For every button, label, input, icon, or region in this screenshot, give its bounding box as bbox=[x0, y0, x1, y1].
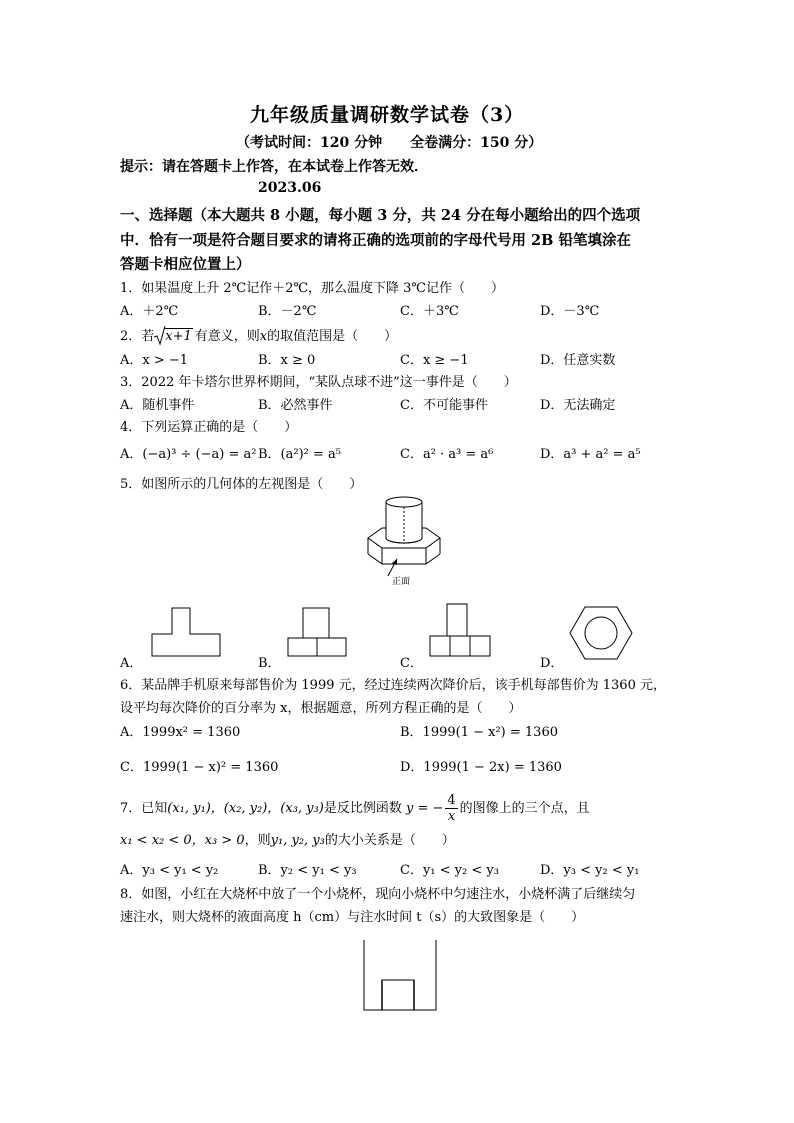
q7-option-c: C．y₁ < y₂ < y₃ bbox=[400, 863, 499, 878]
q7-line2-c: 的大小关系是（ ） bbox=[324, 833, 455, 848]
option-b-two-box-icon bbox=[286, 606, 348, 658]
section-heading-line1: 一、选择题（本大题共 8 小题，每小题 3 分，共 24 分在每小题给出的四个选项 bbox=[120, 207, 641, 224]
q2-option-d: D．任意实数 bbox=[540, 353, 616, 368]
q6-option-c: C．1999(1 − x)² = 1360 bbox=[120, 760, 279, 775]
q5-option-a: A． bbox=[120, 656, 143, 671]
q4-option-c: C．a² · a³ = a⁶ bbox=[400, 447, 494, 462]
section-heading-line3: 答题卡相应位置上） bbox=[120, 256, 251, 273]
q1-option-b: B．－2℃ bbox=[258, 304, 317, 319]
q6-option-b: B．1999(1 − x²) = 1360 bbox=[400, 725, 558, 740]
tip-text: 提示：请在答题卡上作答，在本试卷上作答无效． bbox=[120, 159, 428, 175]
q7-line1-a: 7．已知 bbox=[120, 801, 168, 816]
q7-func-lhs: y = − bbox=[405, 801, 444, 816]
q3-option-b: B．必然事件 bbox=[258, 398, 333, 413]
q7-line2 bbox=[120, 829, 455, 848]
q2-option-c: C．x ≥ −1 bbox=[400, 353, 469, 368]
q3-option-d: D．无法确定 bbox=[540, 398, 616, 413]
q6-option-a: A．1999x² = 1360 bbox=[120, 725, 241, 740]
option-c-three-box-icon bbox=[428, 602, 492, 658]
q2-option-b: B．x ≥ 0 bbox=[258, 353, 316, 368]
q7-func-num: 4 bbox=[447, 793, 456, 808]
q7-option-d: D．y₃ < y₂ < y₁ bbox=[540, 863, 640, 878]
q2-stem-c: 的取值范围是（ ） bbox=[267, 329, 398, 344]
q7-vars: y₁, y₂, y₃ bbox=[270, 833, 325, 848]
q6-line1: 6．某品牌手机原来每部售价为 1999 元，经过连续两次降价后，该手机每部售价为 1360 元， bbox=[120, 678, 666, 693]
sqrt-sign-icon bbox=[154, 326, 166, 346]
q2-stem-b: 有意义，则 bbox=[194, 329, 260, 344]
q7-option-a: A．y₃ < y₁ < y₂ bbox=[120, 863, 219, 878]
q8-line1: 8．如图，小红在大烧杯中放了一个小烧杯，现向小烧杯中匀速注水，小烧杯满了后继续匀 bbox=[120, 887, 636, 902]
exam-date: 2023.06 bbox=[258, 180, 322, 196]
q6-option-d: D．1999(1 − 2x) = 1360 bbox=[400, 760, 562, 775]
q5-option-d: D． bbox=[540, 656, 564, 671]
q1-stem: 1．如果温度上升 2℃记作＋2℃，那么温度下降 3℃记作（ ） bbox=[120, 281, 504, 296]
q7-points: (x₁, y₁)，(x₂, y₂)，(x₃, y₃) bbox=[167, 801, 324, 816]
front-label: 正面 bbox=[392, 577, 411, 587]
q8-line2: 速注水，则大烧杯的液面高度 h（cm）与注水时间 t（s）的大致图象是（ ） bbox=[120, 910, 585, 925]
q7-line1-c: 的图像上的三个点，且 bbox=[459, 801, 590, 816]
q4-option-b: B．(a²)² = a⁵ bbox=[258, 447, 341, 462]
q2-stem-a: 2．若 bbox=[120, 329, 155, 344]
section-heading-line2: 中．恰有一项是符合题目要求的请将正确的选项前的字母代号用 2B 铅笔填涂在 bbox=[120, 232, 631, 249]
exam-info: （考试时间：120 分钟 全卷满分：150 分） bbox=[236, 135, 543, 151]
q7-condition: x₁ < x₂ < 0，x₃ > 0 bbox=[120, 833, 245, 848]
q7-fraction bbox=[445, 793, 457, 824]
q1-option-a: A．＋2℃ bbox=[120, 304, 179, 319]
option-a-t-shape-icon bbox=[150, 606, 222, 658]
q2-stem bbox=[120, 325, 397, 344]
q7-line2-b: ，则 bbox=[244, 833, 271, 848]
q1-option-c: C．＋3℃ bbox=[400, 304, 459, 319]
q7-option-b: B．y₂ < y₁ < y₃ bbox=[258, 863, 357, 878]
q5-option-c: C． bbox=[400, 656, 423, 671]
option-d-hexagon-icon bbox=[568, 604, 634, 662]
q7-func-den: x bbox=[447, 809, 456, 824]
q4-stem: 4．下列运算正确的是（ ） bbox=[120, 420, 298, 435]
q7-line1 bbox=[120, 793, 590, 824]
q3-stem: 3．2022 年卡塔尔世界杯期间，“某队点球不进”这一事件是（ ） bbox=[120, 375, 517, 390]
q5-option-b: B． bbox=[258, 656, 281, 671]
q1-option-d: D．－3℃ bbox=[540, 304, 600, 319]
q3-option-c: C．不可能事件 bbox=[400, 398, 488, 413]
q5-stem: 5．如图所示的几何体的左视图是（ ） bbox=[120, 477, 363, 492]
q2-option-a: A．x > −1 bbox=[120, 353, 189, 368]
sqrt-radicand: x+1 bbox=[165, 329, 192, 344]
q6-line2: 设平均每次降价的百分率为 x，根据题意，所列方程正确的是（ ） bbox=[120, 701, 522, 716]
sqrt-expression bbox=[154, 329, 193, 344]
q4-option-a: A．(−a)³ ÷ (−a) = a² bbox=[120, 447, 257, 462]
q3-option-a: A．随机事件 bbox=[120, 398, 195, 413]
beaker-figure bbox=[360, 936, 440, 1012]
q2-var: x bbox=[259, 329, 268, 344]
q4-option-d: D．a³ + a² = a⁵ bbox=[540, 447, 641, 462]
q7-line1-b: 是反比例函数 bbox=[323, 801, 402, 816]
page-title: 九年级质量调研数学试卷（3） bbox=[250, 104, 525, 126]
